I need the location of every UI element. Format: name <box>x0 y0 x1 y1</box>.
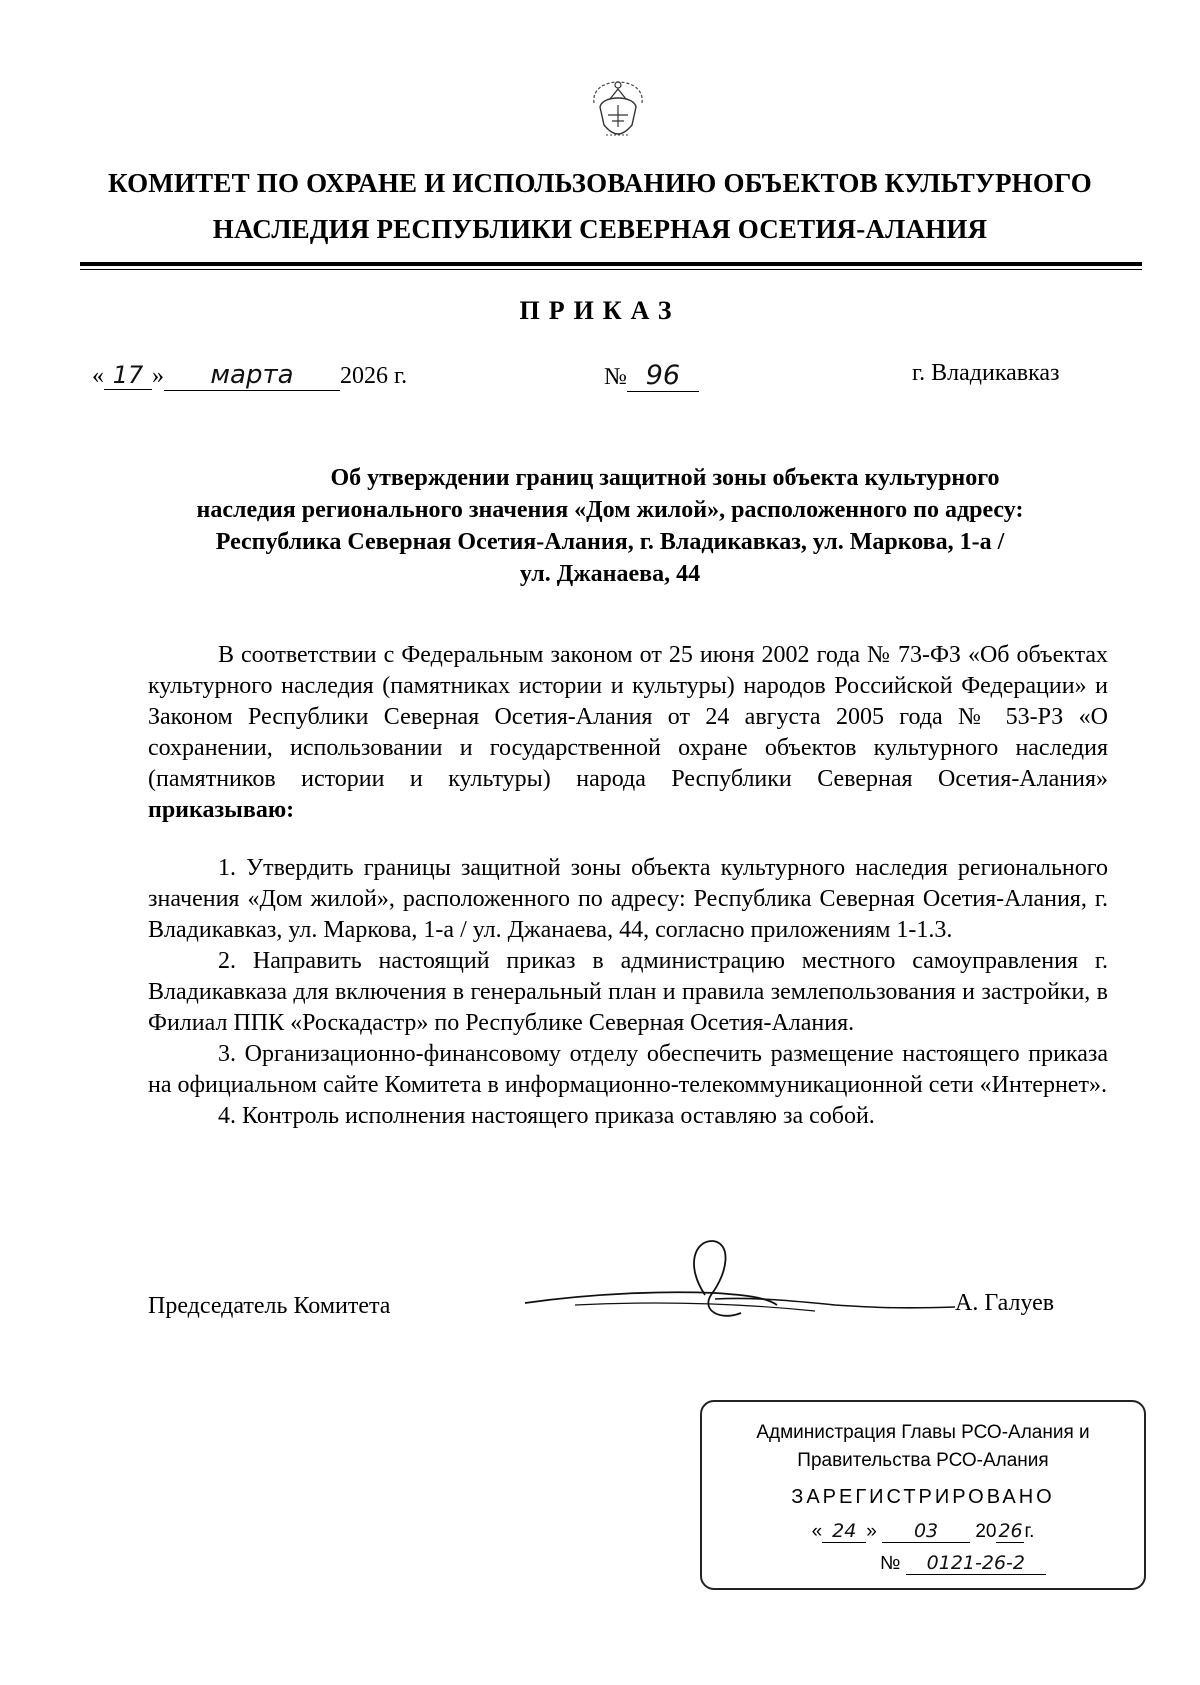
date-quote-open: « <box>92 363 104 389</box>
stamp-number-label: № <box>880 1553 901 1574</box>
registration-stamp <box>700 1400 1146 1590</box>
subject-line2: наследия регионального значения «Дом жилой», расположенного по адресу: <box>196 497 1024 523</box>
date-month-handwritten: марта <box>164 360 340 391</box>
stamp-year-prefix: 20 <box>975 1521 997 1542</box>
order-word: приказываю: <box>148 797 295 823</box>
stamp-year-handwritten: 26 <box>998 1520 1023 1542</box>
subject-line3: Республика Северная Осетия-Алания, г. Владикавказ, ул. Маркова, 1-а / <box>215 529 1005 555</box>
subject-line4: ул. Джанаева, 44 <box>519 561 701 587</box>
signatory-position: Председатель Комитета <box>148 1293 391 1319</box>
stamp-authority-line1: Администрация Главы РСО-Алания и <box>756 1422 1090 1443</box>
stamp-date: « 24 » 03 20 26 г. <box>811 1520 1035 1542</box>
header-divider-thick <box>80 262 1142 266</box>
date-day-handwritten: 17 <box>104 361 152 390</box>
organization-name-line2: НАСЛЕДИЯ РЕСПУБЛИКИ СЕВЕРНАЯ ОСЕТИЯ-АЛАНИЯ <box>212 214 988 244</box>
order-item-1: 1. Утвердить границы защитной зоны объекта культурного наследия регионального значения «Дом жилой», расположенного по адресу: Республика Северная Осетия-Алания, г. Владикавказ, ул. Маркова, 1-а / ул. Джанаева, 44, согласно приложениям 1-1.3. <box>148 855 1108 943</box>
date-field <box>92 360 407 391</box>
stamp-month-handwritten: 03 <box>882 1520 970 1543</box>
order-item-3: 3. Организационно-финансовому отделу обеспечить размещение настоящего приказа на официальном сайте Комитета в информационно-телекоммуникационной сети «Интернет». <box>148 1041 1108 1098</box>
order-number-field <box>604 360 699 392</box>
order-subject <box>150 462 1070 590</box>
stamp-day-handwritten: 24 <box>822 1520 866 1543</box>
order-number-handwritten: 96 <box>627 360 699 392</box>
city: г. Владикавказ <box>912 360 1060 386</box>
stamp-number <box>702 1552 1184 1575</box>
handwritten-signature <box>515 1235 975 1345</box>
signatory-name: А. Галуев <box>955 1290 1055 1316</box>
header-divider-thin <box>80 269 1142 270</box>
order-item-2: 2. Направить настоящий приказ в администрацию местного самоуправления г. Владикавказа для включения в генеральный план и правила землепользования и застройки, в Филиал ППК «Роскадастр» по Республике Северная Осетия-Алания. <box>148 948 1108 1036</box>
stamp-year-unit: г. <box>1024 1521 1035 1542</box>
preamble-paragraph <box>148 640 1108 826</box>
preamble-text: В соответствии с Федеральным законом от 25 июня 2002 года № 73-ФЗ «Об объектах культурного наследия (памятниках истории и культуры) народов Российской Федерации» и Законом Республики Северная Осетия-Алания от 24 августа 2005 года № 53-РЗ «О сохранении, использовании и государственной охране объектов культурного наследия (памятников истории и культуры) народа Республики Северная Осетия-Алания» <box>148 642 1108 792</box>
stamp-status: ЗАРЕГИСТРИРОВАНО <box>791 1486 1055 1508</box>
date-year: 2026 г. <box>340 363 408 389</box>
document-type-title: ПРИКАЗ <box>519 296 681 325</box>
order-items <box>148 853 1108 1132</box>
organization-name-line1: КОМИТЕТ ПО ОХРАНЕ И ИСПОЛЬЗОВАНИЮ ОБЪЕКТОВ КУЛЬТУРНОГО <box>107 168 1092 198</box>
subject-line1: Об утверждении границ защитной зоны объекта культурного <box>330 465 1000 491</box>
date-quote-close: » <box>152 363 164 389</box>
order-number-label: № <box>604 364 627 390</box>
coat-of-arms-emblem <box>572 55 664 147</box>
order-item-4: 4. Контроль исполнения настоящего приказа оставляю за собой. <box>218 1103 875 1129</box>
stamp-number-handwritten: 0121-26-2 <box>906 1552 1046 1575</box>
stamp-authority-line2: Правительства РСО-Алания <box>797 1450 1049 1471</box>
